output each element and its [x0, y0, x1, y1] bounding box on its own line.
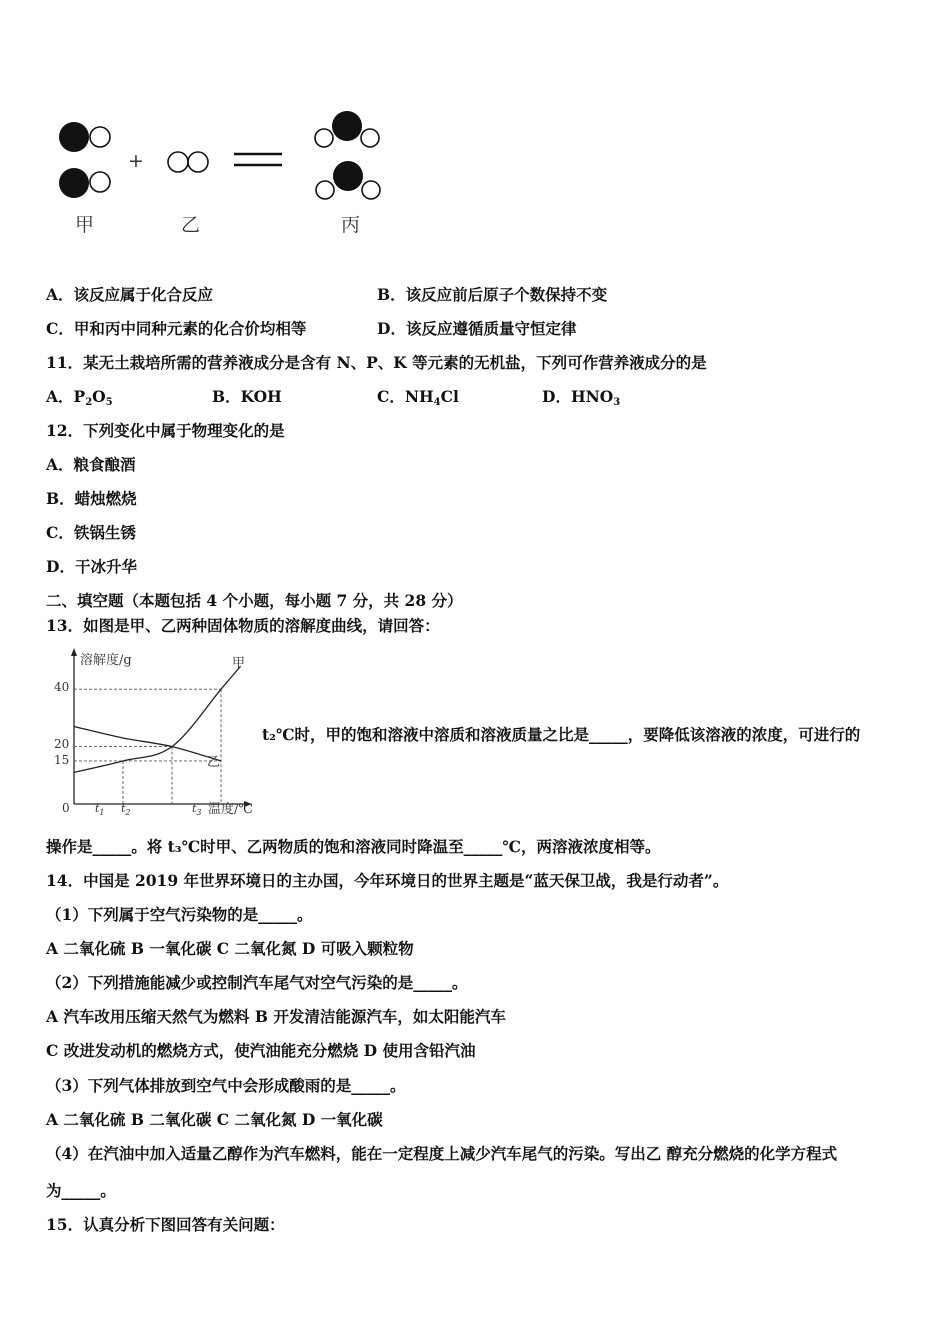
q15-stem: 15．认真分析下图回答有关问题： [46, 1215, 285, 1234]
q11-c-prefix: C．NH [377, 387, 434, 406]
q14-p2: （2）下列措施能减少或控制汽车尾气对空气污染的是_____。 [46, 973, 468, 992]
q12-option-c[interactable]: C．铁锅生锈 [46, 523, 136, 542]
q14-p1-options[interactable]: A 二氧化硫 B 一氧化碳 C 二氧化氮 D 可吸入颗粒物 [46, 939, 414, 958]
y-tick-20: 20 [54, 737, 70, 751]
origin-label: 0 [62, 801, 70, 815]
y-tick-40: 40 [54, 680, 70, 694]
q14-stem: 14．中国是 2019 年世界环境日的主办国，今年环境日的世界主题是“蓝天保卫战，我是行动者”。 [46, 871, 729, 890]
molecule-bing-2 [316, 161, 380, 199]
q11-a-mid: O [92, 387, 106, 406]
label-bing: 丙 [341, 214, 361, 236]
q11-option-d[interactable] [542, 387, 620, 413]
molecule-bing-1 [315, 111, 379, 147]
q11-a-prefix: A．P [46, 387, 86, 406]
series-label-jia: 甲 [232, 656, 246, 671]
q11-c-sub: 4 [433, 397, 441, 408]
molecule-yi [168, 152, 208, 172]
x-tick-t2: $t_2$ [121, 802, 131, 817]
q11-a-sub1: 2 [85, 397, 93, 408]
q11-option-b[interactable]: B．KOH [212, 387, 282, 406]
q13-stem: 13．如图是甲、乙两种固体物质的溶解度曲线，请回答： [46, 616, 440, 635]
q11-d-prefix: D．HNO [542, 387, 614, 406]
reaction-diagram [40, 110, 400, 200]
molecule-jia-2 [59, 168, 110, 198]
molecule-jia-1 [59, 122, 110, 152]
q11-option-a[interactable] [46, 387, 113, 413]
q14-p2-options-2[interactable]: C 改进发动机的燃烧方式，使汽油能充分燃烧 D 使用含铅汽油 [46, 1041, 476, 1060]
q14-p4-line2: 为_____。 [46, 1181, 116, 1200]
section-heading: 二、填空题（本题包括 4 个小题，每小题 7 分，共 28 分） [46, 591, 463, 610]
q13-side-text: t₂℃时，甲的饱和溶液中溶质和溶液质量之比是_____，要降低该溶液的浓度，可进行的 [262, 725, 861, 744]
solubility-chart [48, 646, 260, 818]
equals-sign [234, 154, 282, 165]
q14-p1: （1）下列属于空气污染物的是_____。 [46, 905, 313, 924]
q13-line2: 操作是_____。将 t₃℃时甲、乙两物质的饱和溶液同时降温至_____℃，两溶液浓度相等。 [46, 837, 661, 856]
q10-option-c[interactable]: C．甲和丙中同种元素的化合价均相等 [46, 319, 307, 338]
q10-option-d[interactable]: D．该反应遵循质量守恒定律 [377, 319, 577, 338]
x-tick-t1: $t_1$ [95, 802, 105, 817]
q12-option-b[interactable]: B．蜡烛燃烧 [46, 489, 137, 508]
q14-p4-line1: （4）在汽油中加入适量乙醇作为汽车燃料，能在一定程度上减少汽车尾气的污染。写出乙 醇充分燃烧的化学方程式 [46, 1144, 838, 1163]
x-tick-t3: $t_3$ [192, 802, 202, 817]
q11-a-sub2: 5 [105, 397, 113, 408]
q11-stem: 11．某无土栽培所需的营养液成分是含有 N、P、K 等元素的无机盐，下列可作营养液成分的是 [46, 353, 707, 372]
series-line-yi [74, 727, 221, 761]
series-label-yi: 乙 [207, 755, 221, 770]
label-jia: 甲 [75, 214, 95, 236]
q12-option-d[interactable]: D．干冰升华 [46, 557, 137, 576]
q12-stem: 12．下列变化中属于物理变化的是 [46, 421, 285, 440]
y-axis-arrow [71, 648, 77, 656]
q11-c-suffix: Cl [440, 387, 459, 406]
x-axis-label: 温度/℃ [208, 802, 253, 817]
plus-sign: + [128, 150, 144, 172]
q11-option-c[interactable] [377, 387, 459, 413]
y-axis-label: 溶解度/g [80, 653, 132, 668]
y-tick-15: 15 [54, 753, 70, 767]
q10-option-a[interactable]: A．该反应属于化合反应 [46, 285, 214, 304]
q12-option-a[interactable]: A．粮食酿酒 [46, 455, 136, 474]
label-yi: 乙 [181, 214, 201, 236]
q14-p3-options[interactable]: A 二氧化硫 B 二氧化碳 C 二氧化氮 D 一氧化碳 [46, 1110, 383, 1129]
q14-p3: （3）下列气体排放到空气中会形成酸雨的是_____。 [46, 1076, 406, 1095]
q11-d-sub: 3 [613, 397, 621, 408]
q14-p2-options-1[interactable]: A 汽车改用压缩天然气为燃料 B 开发清洁能源汽车，如太阳能汽车 [46, 1007, 506, 1026]
q10-option-b[interactable]: B．该反应前后原子个数保持不变 [377, 285, 608, 304]
